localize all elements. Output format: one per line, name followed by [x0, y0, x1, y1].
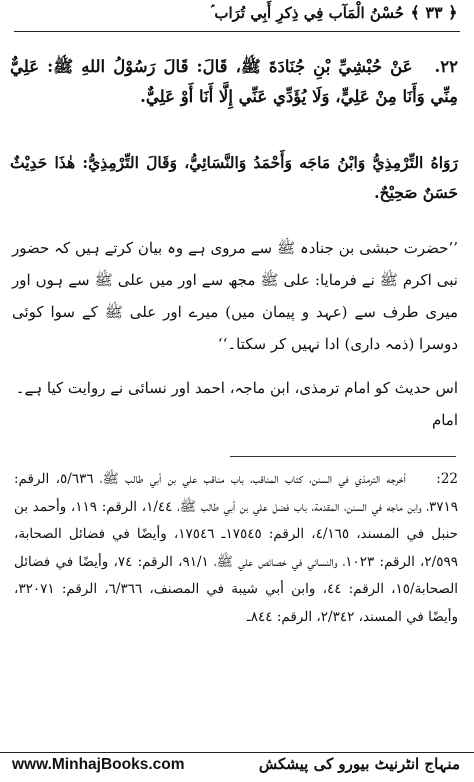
- footer-brand: منہاج انٹرنیٹ بیورو کی پیشکش: [258, 755, 460, 773]
- footnote: [14, 466, 458, 631]
- footnote-text: أخرجه الترمذي في السنن، کتاب المناقب، باب مناقب علي بن أبي طالب ﷺ، ٥/٦٣٦، الرقم: ٣٧١٩، وابن ماجه في السنن، المقدمة، باب فضل علي بن أبي طالب ﷺ، ١/٤٤، الرقم: ١١٩، وأحمد بن حنبل في المسند، ٤/١٦٥، الرقم: ١٧٥٤٥ـ ١٧٥٤٦، وأيضًا في فضائل الصحابة، ٢/٥٩٩، الرقم: ١٠٢٣، والنسائي في خصائص علي ﷺ، ٩١/١، الرقم: ٧٤، وأيضًا في فضائل الصحابة/١٥، الرقم: ٤٤، وابن أبي شيبة في المصنف، ٦/٣٦٦، الرقم: ٣٢٠٧١، وأيضًا في المسند، ٢/٣٤٢، الرقم: ٨٤٤ـ: [14, 471, 458, 625]
- hadith-narration: رَوَاهُ التِّرْمِذِيُّ وَابْنُ مَاجَه وَأَحْمَدُ وَالنَّسَائِيُّ، وَقَالَ التِّرْمِذِيُّ: هٰذَا حَدِيْثٌ حَسَنٌ صَحِيْحٌ.: [10, 153, 458, 202]
- hadith-arabic: [10, 52, 458, 112]
- footer-divider: [0, 752, 474, 753]
- urdu-note: اس حدیث کو امام ترمذی، ابن ماجہ، احمد اور نسائی نے روایت کیا ہے۔ امام: [15, 379, 458, 429]
- footnote-number: 22:: [436, 471, 458, 487]
- footnote-divider: [230, 456, 456, 457]
- header-divider: [14, 31, 460, 32]
- page-header: [0, 0, 474, 32]
- page-number: ﴿ ٣٣ ﴾: [410, 3, 458, 22]
- footer-website-link[interactable]: www.MinhajBooks.com: [12, 756, 185, 773]
- book-title: حُسْنُ الْمَآب فِي ذِکرِ أَبِي تُرَاب ؑ: [210, 4, 404, 22]
- hadith-number: ٢٢.: [434, 57, 458, 76]
- urdu-translation: ’’حضرت حبشی بن جنادہ ﷺ سے مروی ہے وہ بیان کرتے ہیں کہ حضور نبی اکرم ﷺ نے فرمایا: علی ﷺ مجھ سے اور میں علی ﷺ سے ہوں اور میری طرف سے (عہد و پیمان میں) میرے اور علی ﷺ کے سوا کوئی دوسرا (ذمہ داری) ادا نہیں کر سکتا۔‘‘: [12, 239, 458, 353]
- hadith-arabic-text: عَنْ حُبْشِيِّ بْنِ جُنَادَةَ ﷺ، قَالَ: قَالَ رَسُوْلُ اللهِ ﷺ: عَلِيٌّ مِنِّي وَأَنَا مِنْ عَلِيٍّ، وَلَا يُؤَدِّي عَنِّي إِلَّا أَنَا أَوْ عَلِيٌّ.: [10, 57, 458, 106]
